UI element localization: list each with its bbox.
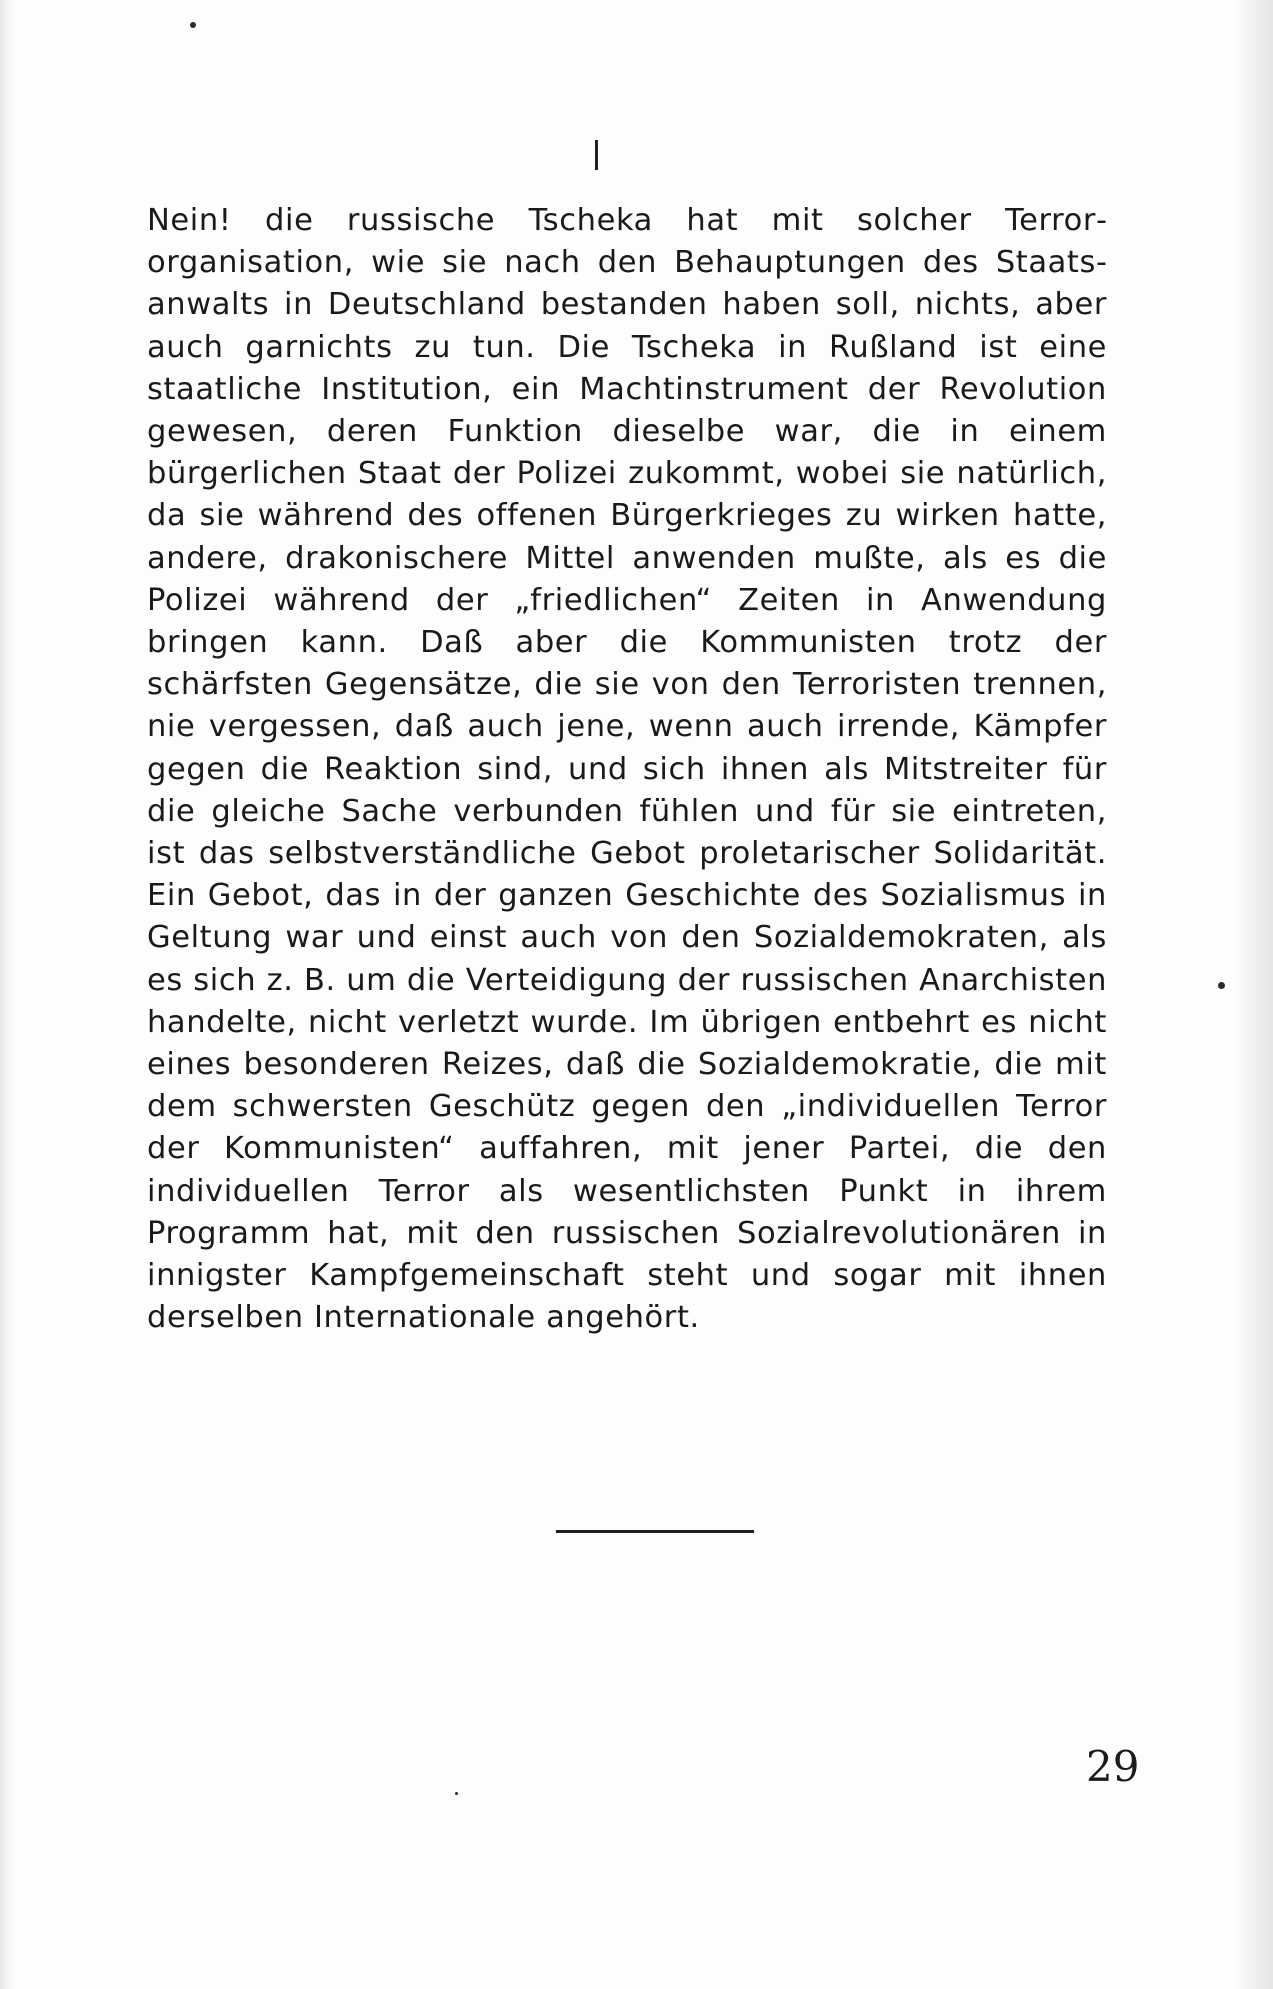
ink-speck (190, 22, 196, 28)
section-divider-rule (556, 1530, 754, 1533)
ink-speck (455, 1792, 458, 1795)
ink-speck (1218, 982, 1225, 989)
printer-mark (595, 140, 598, 170)
right-page-edge-shadow (1233, 0, 1273, 1989)
body-paragraph: Nein! die russische Tscheka hat mit solcher Terrororganisation, wie sie nach den Behauptungen des Staatsanwalts in Deutschland bestanden haben soll, nichts, aber auch garnichts zu tun. Die Tscheka in Rußland ist eine staatliche Institution, ein Machtinstrument der Revolution gewesen, deren Funktion dieselbe war, die in einem bürgerlichen Staat der Polizei zukommt, wobei sie natürlich, da sie während des offenen Bürgerkrieges zu wirken hatte, andere, drakonischere Mittel anwenden mußte, als es die Polizei während der „friedlichen“ Zeiten in Anwendung bringen kann. Daß aber die Kommunisten trotz der schärfsten Gegensätze, die sie von den Terroristen trennen, nie vergessen, daß auch jene, wenn auch irrende, Kämpfer gegen die Reaktion sind, und sich ihnen als Mitstreiter für die gleiche Sache verbunden fühlen und für sie eintreten, ist das selbstverständliche Gebot proletarischer Solidarität. Ein Gebot, das in der ganzen Geschichte des Sozialismus in Geltung war und einst auch von den Sozialdemokraten, als es sich z. B. um die Verteidigung der russischen Anarchisten handelte, nicht verletzt wurde. Im übrigen entbehrt es nicht eines besonderen Reizes, daß die Sozialdemokratie, die mit dem schwersten Geschütz gegen den „individuellen Terror der Kommunisten“ auffahren, mit jener Partei, die den individuellen Terror als wesentlichsten Punkt in ihrem Programm hat, mit den russischen Sozialrevolutionären in innigster Kampfgemeinschaft steht und sogar mit ihnen derselben Internationale angehört. (147, 203, 1107, 1336)
left-page-edge-shadow (0, 0, 14, 1989)
page-number: 29 (1086, 1742, 1140, 1791)
